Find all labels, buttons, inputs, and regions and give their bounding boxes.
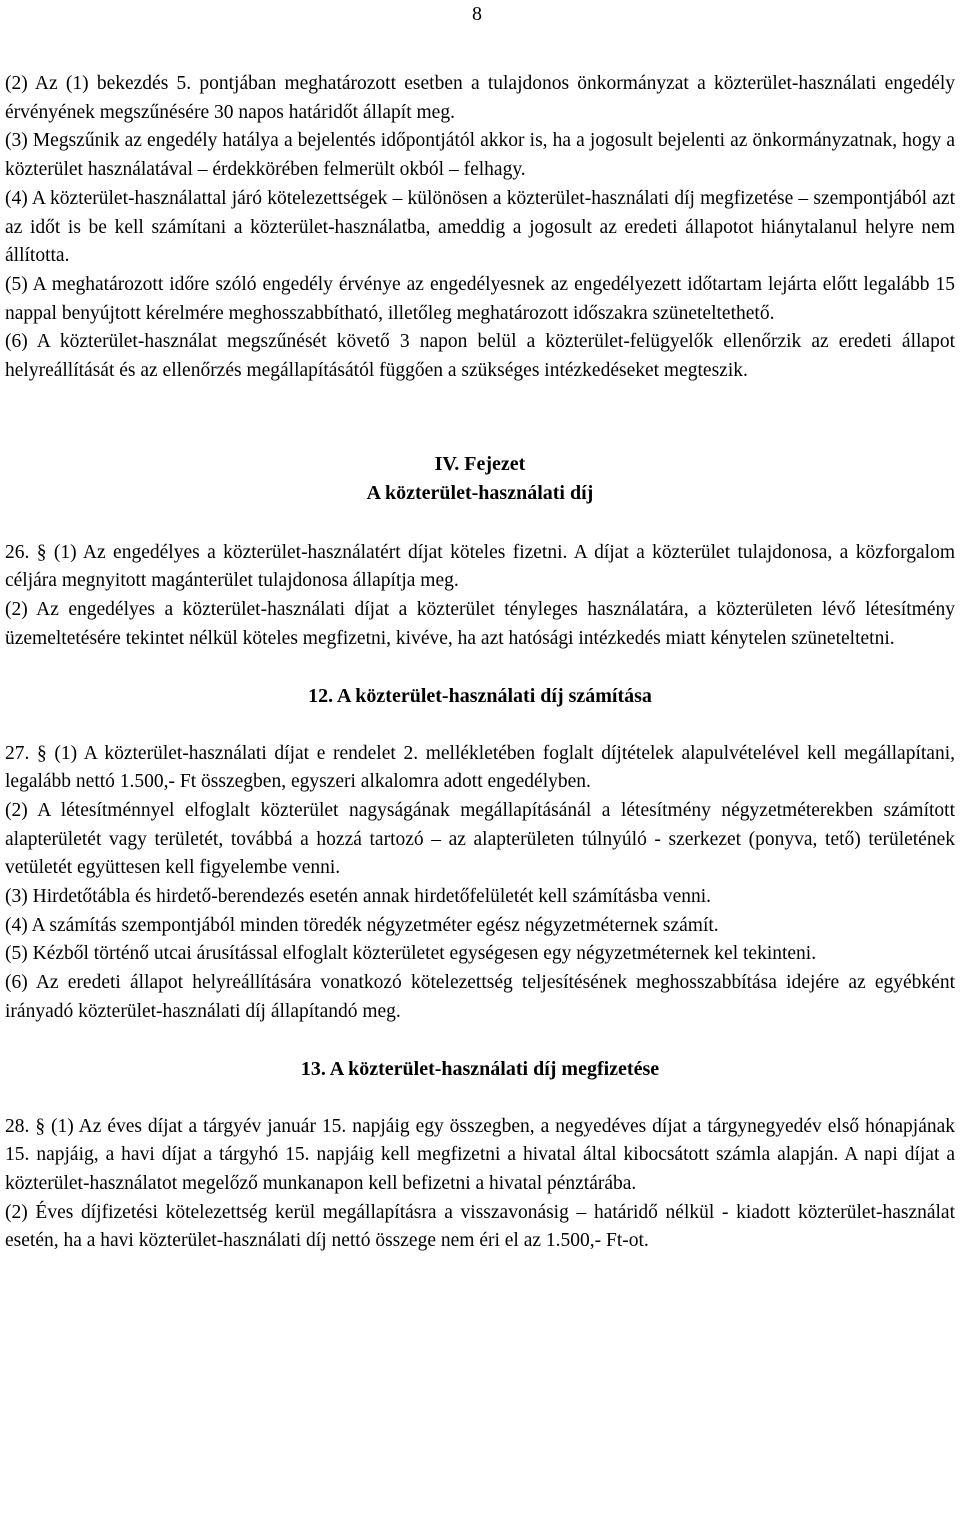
page-number: 8	[472, 3, 482, 25]
paragraph-27-1: 27. § (1) A közterület-használati díjat e rendelet 2. mellékletében foglalt díjtételek alapulvételével kell megállapítani, legalább nettó 1.500,- Ft összegben, egyszeri alkalomra adott engedélyben.	[5, 742, 955, 793]
paragraph-25-2: (2) Az (1) bekezdés 5. pontjában meghatározott esetben a tulajdonos önkormányzat a közterület-használati engedély érvényének megszűnésére 30 napos határidőt állapít meg.	[5, 73, 955, 123]
paragraph-26-1: 26. § (1) Az engedélyes a közterület-használatért díjat köteles fizetni. A díjat a közterület tulajdonosa, a közforgalom céljára megnyitott magánterület tulajdonosa állapítja meg.	[5, 541, 955, 592]
paragraph-27-3: (3) Hirdetőtábla és hirdető-berendezés esetén annak hirdetőfelületét kell számításba venni.	[5, 886, 712, 908]
chapter-heading	[5, 450, 955, 508]
paragraph-25-6: (6) A közterület-használat megszűnését követő 3 napon belül a közterület-felügyelők ellenőrzik az eredeti állapot helyreállítását és az ellenőrzés megállapításától függően a szükséges intézkedéseket megteszik.	[5, 331, 955, 382]
chapter-number: IV. Fejezet	[434, 452, 526, 475]
paragraph-27-5: (5) Kézből történő utcai árusítással elfoglalt közterületet egységesen egy négyzetméternek kel tekinteni.	[5, 943, 817, 965]
paragraph-25-3: (3) Megszűnik az engedély hatálya a bejelentés időpontjától akkor is, ha a jogosult bejelenti az önkormányzatnak, hogy a közterület használatával – érdekkörében felmerült okból – felhagy.	[5, 130, 955, 181]
paragraph-25-5: (5) A meghatározott időre szóló engedély érvénye az engedélyesnek az engedélyezett időtartam lejárta előtt legalább 15 nappal benyújtott kérelmére meghosszabbítható, illetőleg meghatározott időszakra szüneteltethető.	[5, 273, 955, 324]
chapter-title: A közterület-használati díj	[366, 481, 594, 504]
paragraph-28-1: 28. § (1) Az éves díjat a tárgyév január 15. napjáig egy összegben, a negyedéves díjat a tárgynegyedév első hónapjának 15. napjáig, a havi díjat a tárgyhó 15. napjáig kell megfizetni a hivatal által kibocsátott számla alapján. A napi díjat a közterület-használatot megelőző munkanapon kell befizetni a hivatal pénztárába.	[5, 1115, 955, 1194]
document-body	[5, 70, 955, 1256]
section-12-heading: 12. A közterület-használati díj számítása	[308, 684, 652, 707]
paragraph-27-4: (4) A számítás szempontjából minden töredék négyzetméter egész négyzetméternek számít.	[5, 914, 719, 936]
paragraph-28-2: (2) Éves díjfizetési kötelezettség kerül megállapításra a visszavonásig – határidő nélkül - kiadott közterület-használat esetén, ha a havi közterület-használati díj nettó összege nem éri el az 1.500,- Ft-ot.	[5, 1201, 955, 1252]
paragraph-27-6: (6) Az eredeti állapot helyreállítására vonatkozó kötelezettség teljesítésének meghosszabbítása idejére az egyébként irányadó közterület-használati díj állapítandó meg.	[5, 972, 955, 1022]
paragraph-26-2: (2) Az engedélyes a közterület-használati díjat a közterület tényleges használatára, a közterületen lévő létesítmény üzemeltetésére tekintet nélkül köteles megfizetni, kivéve, ha azt hatósági intézkedés miatt kénytelen szüneteltetni.	[5, 599, 955, 649]
paragraph-27-2: (2) A létesítménnyel elfoglalt közterület nagyságának megállapításánál a létesítmény négyzetméterekben számított alapterületét vagy területét, továbbá a hozzá tartozó – az alapterületen túlnyúló - szerkezet (ponyva, tető) területének vetületét együttesen kell figyelembe venni.	[5, 799, 955, 879]
section-13-heading: 13. A közterület-használati díj megfizetése	[300, 1057, 660, 1080]
paragraph-25-4: (4) A közterület-használattal járó kötelezettségek – különösen a közterület-használati díj megfizetése – szempontjából azt az időt is be kell számítani a közterület-használatba, ameddig a jogosult az eredeti állapotot hiánytalanul helyre nem állította.	[5, 187, 955, 267]
